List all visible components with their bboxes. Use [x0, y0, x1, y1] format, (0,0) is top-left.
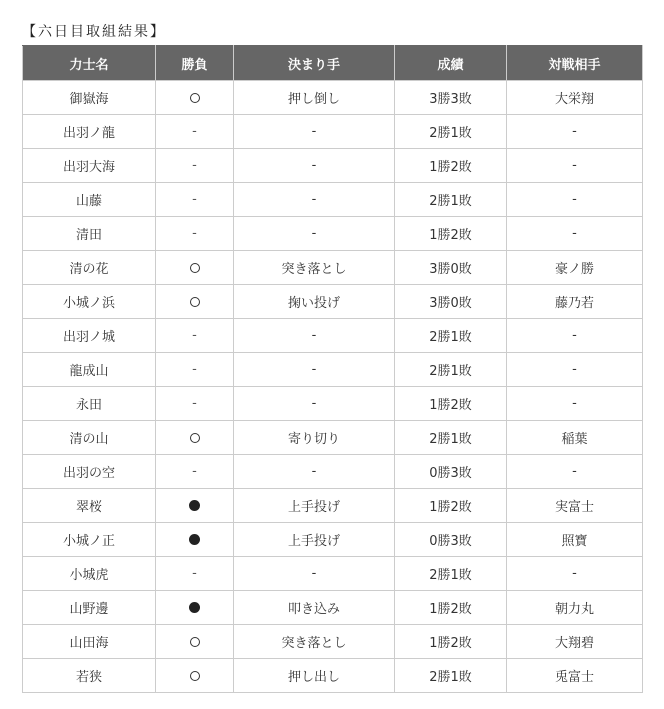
opponent-name: 大栄翔	[507, 81, 643, 115]
opponent-name: 朝力丸	[507, 591, 643, 625]
wrestler-name: 龍成山	[23, 353, 156, 387]
win-mark-icon	[190, 433, 200, 443]
no-bout-mark: -	[192, 192, 197, 207]
winning-technique: -	[234, 217, 395, 251]
winning-technique: 寄り切り	[234, 421, 395, 455]
table-row	[23, 523, 643, 557]
opponent-name: -	[507, 455, 643, 489]
winning-technique: 突き落とし	[234, 625, 395, 659]
winning-technique: -	[234, 319, 395, 353]
win-loss-record: 0勝3敗	[395, 455, 507, 489]
header-technique: 決まり手	[234, 46, 395, 81]
table-row	[23, 557, 643, 591]
winning-technique: 叩き込み	[234, 591, 395, 625]
bout-result	[156, 81, 234, 115]
opponent-name: -	[507, 387, 643, 421]
winning-technique: -	[234, 387, 395, 421]
no-bout-mark: -	[192, 396, 197, 411]
win-mark-icon	[190, 93, 200, 103]
table-row	[23, 149, 643, 183]
table-row	[23, 319, 643, 353]
header-record: 成績	[395, 46, 507, 81]
win-loss-record: 2勝1敗	[395, 115, 507, 149]
opponent-name: 豪ノ勝	[507, 251, 643, 285]
bout-result	[156, 591, 234, 625]
wrestler-name: 山藤	[23, 183, 156, 217]
win-loss-record: 2勝1敗	[395, 183, 507, 217]
wrestler-name: 出羽大海	[23, 149, 156, 183]
winning-technique: 掬い投げ	[234, 285, 395, 319]
wrestler-name: 小城ノ正	[23, 523, 156, 557]
table-row	[23, 455, 643, 489]
opponent-name: -	[507, 149, 643, 183]
opponent-name: -	[507, 557, 643, 591]
opponent-name: -	[507, 115, 643, 149]
win-loss-record: 3勝0敗	[395, 251, 507, 285]
win-loss-record: 1勝2敗	[395, 217, 507, 251]
no-bout-mark: -	[192, 566, 197, 581]
win-loss-record: 2勝1敗	[395, 353, 507, 387]
table-row	[23, 353, 643, 387]
winning-technique: -	[234, 183, 395, 217]
wrestler-name: 翠桜	[23, 489, 156, 523]
no-bout-mark: -	[192, 124, 197, 139]
bout-result	[156, 285, 234, 319]
table-row	[23, 251, 643, 285]
winning-technique: -	[234, 353, 395, 387]
win-loss-record: 2勝1敗	[395, 659, 507, 693]
bout-result	[156, 149, 234, 183]
wrestler-name: 永田	[23, 387, 156, 421]
results-table	[22, 45, 643, 693]
bout-result	[156, 217, 234, 251]
wrestler-name: 山田海	[23, 625, 156, 659]
table-row	[23, 285, 643, 319]
wrestler-name: 若狭	[23, 659, 156, 693]
table-row	[23, 625, 643, 659]
wrestler-name: 小城虎	[23, 557, 156, 591]
winning-technique: 突き落とし	[234, 251, 395, 285]
opponent-name: 実富士	[507, 489, 643, 523]
bout-result	[156, 489, 234, 523]
win-loss-record: 2勝1敗	[395, 557, 507, 591]
no-bout-mark: -	[192, 226, 197, 241]
win-loss-record: 0勝3敗	[395, 523, 507, 557]
wrestler-name: 山野邊	[23, 591, 156, 625]
winning-technique: -	[234, 115, 395, 149]
win-loss-record: 2勝1敗	[395, 421, 507, 455]
wrestler-name: 出羽ノ龍	[23, 115, 156, 149]
bout-result	[156, 353, 234, 387]
header-opponent: 対戦相手	[507, 46, 643, 81]
loss-mark-icon	[189, 500, 200, 511]
bout-result	[156, 115, 234, 149]
wrestler-name: 小城ノ浜	[23, 285, 156, 319]
opponent-name: 大翔碧	[507, 625, 643, 659]
header-name: 力士名	[23, 46, 156, 81]
table-row	[23, 421, 643, 455]
win-mark-icon	[190, 637, 200, 647]
wrestler-name: 清の花	[23, 251, 156, 285]
wrestler-name: 出羽ノ城	[23, 319, 156, 353]
table-row	[23, 115, 643, 149]
winning-technique: 上手投げ	[234, 489, 395, 523]
table-row	[23, 387, 643, 421]
wrestler-name: 御嶽海	[23, 81, 156, 115]
bout-result	[156, 251, 234, 285]
win-mark-icon	[190, 671, 200, 681]
win-loss-record: 1勝2敗	[395, 149, 507, 183]
win-loss-record: 1勝2敗	[395, 625, 507, 659]
bout-result	[156, 183, 234, 217]
bout-result	[156, 387, 234, 421]
win-loss-record: 1勝2敗	[395, 591, 507, 625]
opponent-name: 照寶	[507, 523, 643, 557]
win-mark-icon	[190, 297, 200, 307]
winning-technique: 上手投げ	[234, 523, 395, 557]
table-row	[23, 183, 643, 217]
table-row	[23, 81, 643, 115]
winning-technique: -	[234, 557, 395, 591]
no-bout-mark: -	[192, 362, 197, 377]
loss-mark-icon	[189, 602, 200, 613]
opponent-name: -	[507, 217, 643, 251]
bout-result	[156, 421, 234, 455]
bout-result	[156, 557, 234, 591]
opponent-name: -	[507, 319, 643, 353]
wrestler-name: 出羽の空	[23, 455, 156, 489]
table-header-row	[23, 46, 643, 81]
opponent-name: 藤乃若	[507, 285, 643, 319]
bout-result	[156, 625, 234, 659]
table-row	[23, 659, 643, 693]
winning-technique: -	[234, 149, 395, 183]
win-loss-record: 1勝2敗	[395, 489, 507, 523]
page-title: 【六日目取組結果】	[22, 24, 166, 40]
winning-technique: -	[234, 455, 395, 489]
no-bout-mark: -	[192, 464, 197, 479]
opponent-name: -	[507, 183, 643, 217]
table-row	[23, 591, 643, 625]
table-row	[23, 489, 643, 523]
loss-mark-icon	[189, 534, 200, 545]
table-row	[23, 217, 643, 251]
wrestler-name: 清田	[23, 217, 156, 251]
win-loss-record: 1勝2敗	[395, 387, 507, 421]
winning-technique: 押し倒し	[234, 81, 395, 115]
win-mark-icon	[190, 263, 200, 273]
opponent-name: 兎富士	[507, 659, 643, 693]
no-bout-mark: -	[192, 328, 197, 343]
table-body	[23, 81, 643, 693]
opponent-name: -	[507, 353, 643, 387]
no-bout-mark: -	[192, 158, 197, 173]
bout-result	[156, 523, 234, 557]
bout-result	[156, 455, 234, 489]
wrestler-name: 清の山	[23, 421, 156, 455]
win-loss-record: 2勝1敗	[395, 319, 507, 353]
win-loss-record: 3勝3敗	[395, 81, 507, 115]
opponent-name: 稲葉	[507, 421, 643, 455]
header-result: 勝負	[156, 46, 234, 81]
bout-result	[156, 319, 234, 353]
bout-result	[156, 659, 234, 693]
win-loss-record: 3勝0敗	[395, 285, 507, 319]
winning-technique: 押し出し	[234, 659, 395, 693]
